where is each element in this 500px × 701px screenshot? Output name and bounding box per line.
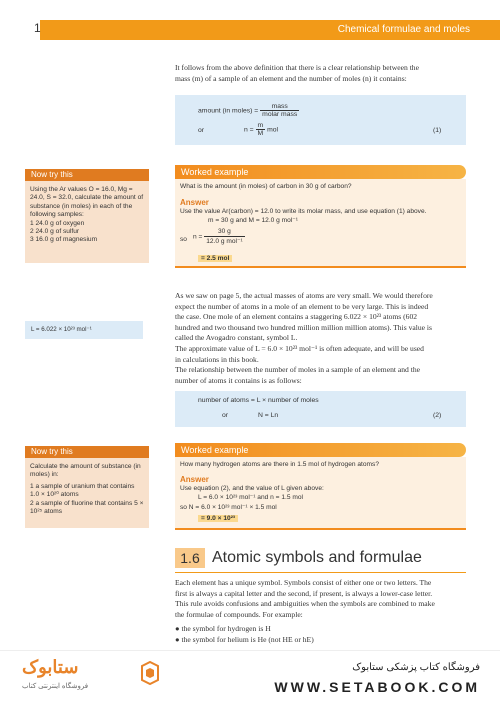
fraction — [260, 103, 299, 118]
equation-2-tag: (2) — [433, 412, 442, 419]
answer-equation — [193, 227, 245, 246]
worked-example-question: What is the amount (in moles) of carbon in 30 g of carbon? — [180, 183, 352, 190]
section-number: 1.6 — [175, 548, 205, 568]
intro-paragraph — [175, 63, 470, 84]
equation-1-or: or — [198, 127, 205, 134]
now-try-item: 1 a sample of uranium that contains 1.0 × 10²⁰ atoms — [30, 482, 135, 499]
chapter-title: Chemical formulae and moles — [337, 24, 470, 35]
intro-line: It follows from the above definition that there is a clear relationship between the — [175, 63, 419, 72]
now-try-text: Calculate the amount of substance (in moles) in: — [30, 463, 141, 479]
worked-example-heading-1: Worked example — [175, 165, 466, 179]
paragraph-line: number of atoms it contains is as follows: — [175, 375, 302, 385]
now-try-box-2 — [25, 458, 149, 528]
fraction — [204, 227, 244, 246]
paragraph-line: This rule avoids confusions and ambiguities when the symbols are combined to make — [175, 599, 435, 609]
logo-subtitle: فروشگاه اینترنتی کتاب — [22, 683, 89, 690]
answer-so: so — [180, 236, 187, 243]
paragraph-line: hundred and two thousand two hundred million million million atoms). This value is — [175, 322, 432, 332]
section-title: Atomic symbols and formulae — [212, 549, 422, 566]
answer-result — [198, 254, 232, 263]
paragraph-line: the case. One mole of an element contains a staggering 6.022 × 10²³ atoms (602 — [175, 312, 418, 322]
equation-n: n = — [193, 233, 203, 241]
fraction-numerator: mass — [260, 103, 299, 111]
worked-example-rule — [175, 528, 466, 530]
page-number: 1 — [34, 21, 41, 35]
paragraph-line: Each element has a unique symbol. Symbols consist of either one or two letters. The — [175, 578, 432, 587]
equation-lhs: amount (in moles) = — [198, 107, 259, 115]
worked-example-heading-2: Worked example — [175, 443, 466, 457]
footer-url-link[interactable]: WWW.SETABOOK.COM — [274, 679, 480, 695]
intro-line: mass (m) of a sample of an element and the number of moles (n) it contains: — [175, 73, 407, 83]
paragraph-line: As we saw on page 5, the actual masses of atoms are very small. We would therefore — [175, 291, 433, 300]
now-try-heading-2: Now try this — [25, 446, 149, 458]
margin-equation: L = 6.022 × 10²³ mol⁻¹ — [25, 321, 143, 339]
fraction-denominator: molar mass — [262, 111, 298, 118]
section-rule — [175, 572, 466, 573]
fraction-numerator: m — [257, 122, 264, 129]
paragraph-line: first is always a capital letter and the second, if present, is always a lower-case letter. — [175, 588, 433, 598]
answer-line: m = 30 g and M = 12.0 g mol⁻¹ — [208, 217, 298, 224]
worked-example-question: How many hydrogen atoms are there in 1.5 mol of hydrogen atoms? — [180, 461, 380, 468]
equation-2-line1: number of atoms = L × number of moles — [198, 397, 319, 404]
answer-line: Use equation (2), and the value of L given above: — [180, 485, 324, 492]
now-try-item: 1 24.0 g of oxygen — [30, 219, 85, 227]
page-header — [0, 0, 500, 58]
answer-label: Answer — [180, 475, 209, 484]
avogadro-paragraph — [175, 291, 470, 386]
paragraph-line: the formulae of compounds. For example: — [175, 609, 303, 619]
now-try-text: Using the Ar values O = 16.0, Mg = 24.0, S = 32.0, calculate the amount of substance (in moles) in each of the following samples: — [30, 186, 144, 219]
fraction-numerator: 30 g — [204, 227, 244, 237]
equation-1-line1 — [198, 103, 299, 118]
equation-1-tag: (1) — [433, 127, 442, 134]
worked-example-rule — [175, 266, 466, 268]
equation-2-line2: N = Ln — [258, 412, 279, 419]
footer-persian-title: فروشگاه کتاب پزشکی ستابوک — [352, 662, 480, 673]
paragraph-line: in calculations in this book. — [175, 354, 259, 364]
symbols-paragraph — [175, 578, 470, 646]
now-try-item: 2 a sample of fluorine that contains 5 × 10²⁵ atoms — [30, 499, 144, 516]
fraction-denominator: 12.0 g mol⁻¹ — [206, 238, 243, 245]
result-highlight: = 9.0 × 10²³ — [198, 515, 238, 522]
equation-2-or: or — [222, 412, 229, 419]
now-try-box-1 — [25, 181, 149, 263]
answer-line: Use the value Ar(carbon) = 12.0 to write its molar mass, and use equation (1) above. — [180, 208, 427, 215]
fraction — [256, 122, 266, 137]
answer-label: Answer — [180, 198, 209, 207]
result-highlight: = 2.5 mol — [198, 255, 232, 262]
answer-line: L = 6.0 × 10²³ mol⁻¹ and n = 1.5 mol — [198, 494, 303, 501]
answer-result — [198, 514, 238, 523]
paragraph-line: called the Avogadro constant, symbol L. — [175, 333, 298, 343]
equation-unit: mol — [267, 126, 279, 134]
setabook-logo[interactable]: ستابوک — [22, 657, 79, 677]
now-try-item: 3 16.0 g of magnesium — [30, 236, 98, 244]
paragraph-line: expect the number of atoms in a mole of an element to be very large. This is indeed — [175, 301, 429, 311]
equation-1-line2 — [244, 122, 278, 137]
fraction-denominator: M — [257, 130, 264, 137]
book-logo-icon — [140, 660, 160, 686]
bullet-item: ● the symbol for helium is He (not HE or hE) — [175, 634, 314, 644]
bullet-item: ● the symbol for hydrogen is H — [175, 624, 271, 634]
now-try-heading-1: Now try this — [25, 169, 149, 181]
paragraph-line: The relationship between the number of moles in a sample of an element and the — [175, 365, 421, 375]
now-try-item: 2 24.0 g of sulfur — [30, 228, 80, 236]
paragraph-line: The approximate value of L = 6.0 × 10²³ mol⁻¹ is often adequate, and will be used — [175, 343, 424, 353]
answer-line: so N = 6.0 × 10²³ mol⁻¹ × 1.5 mol — [180, 504, 277, 511]
equation-n: n = — [244, 126, 254, 134]
